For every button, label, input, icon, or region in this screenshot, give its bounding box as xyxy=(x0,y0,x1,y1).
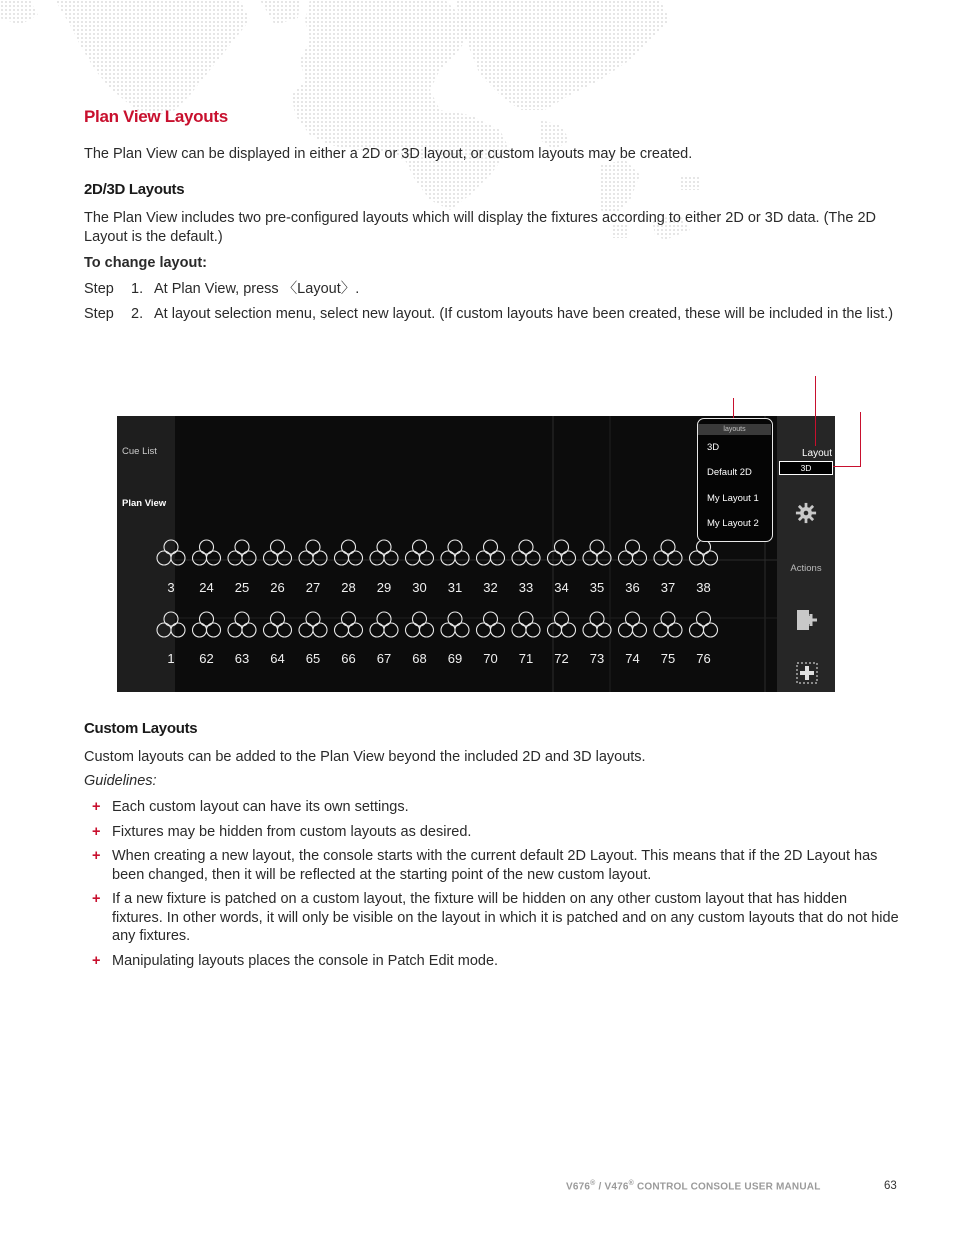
callout-line-popup xyxy=(733,398,734,418)
popup-item-my-layout-1[interactable]: My Layout 1 xyxy=(707,493,759,504)
actions-label[interactable]: Actions xyxy=(790,563,822,574)
list-item xyxy=(84,952,899,971)
layout-button[interactable]: Layout xyxy=(802,448,833,459)
fixture-symbol[interactable] xyxy=(477,540,505,565)
section-custom-title: Custom Layouts xyxy=(84,720,198,737)
popup-item-my-layout-2[interactable]: My Layout 2 xyxy=(707,518,759,529)
fixture-number: 76 xyxy=(696,651,711,666)
callout-line-layout-value-horizontal xyxy=(833,466,861,467)
fixture-number: 74 xyxy=(625,651,640,666)
fixture-number: 71 xyxy=(518,651,534,666)
section-custom-body: Custom layouts can be added to the Plan View beyond the included 2D and 3D layouts. xyxy=(84,749,646,765)
fixture-symbol[interactable] xyxy=(264,612,292,637)
section-2d3d-body: The Plan View includes two pre-configured layouts which will display the fixtures according to either 2D or 3D data. (The 2D Layout is the default.) xyxy=(84,210,876,245)
fixture-number: 67 xyxy=(376,651,392,666)
fixture-symbol[interactable] xyxy=(228,612,256,637)
popup-title: layouts xyxy=(698,424,771,435)
layouts-popup-menu xyxy=(697,418,773,542)
fixture-symbol[interactable] xyxy=(406,540,434,565)
list-item xyxy=(84,890,899,946)
list-item-text: Each custom layout can have its own settings. xyxy=(112,799,409,815)
footer-title-part1: V676 xyxy=(566,1181,591,1193)
fixture-number: 24 xyxy=(199,580,214,595)
fixture-number: 38 xyxy=(696,580,711,595)
fixture-number: 25 xyxy=(234,580,250,595)
list-item-text: When creating a new layout, the console starts with the current default 2D Layout. This means that if the 2D Layout has been changed, then it will be reflected at the starting point of the new custom layout. xyxy=(112,848,878,883)
cue-list-button[interactable]: Cue List xyxy=(122,446,157,457)
fixture-number: 29 xyxy=(376,580,392,595)
procedure-label: To change layout: xyxy=(84,255,207,271)
fixture-symbol[interactable] xyxy=(690,612,718,637)
list-item-text: If a new fixture is patched on a custom layout, the fixture will be hidden on any other custom layout that has hidden fixtures. In other words, it will only be visible on the layout in which it is patched and on any custom layouts that do not hide any fixtures. xyxy=(112,891,899,944)
add-fixture-icon[interactable] xyxy=(796,608,818,632)
callout-line-layout-button xyxy=(815,376,816,446)
fixture-symbol[interactable] xyxy=(193,540,221,565)
fixture-symbol[interactable] xyxy=(654,540,682,565)
fixture-symbol[interactable] xyxy=(264,540,292,565)
fixture-number: 73 xyxy=(589,651,605,666)
step-number: 1. xyxy=(131,281,144,297)
step-text: At Plan View, press 〈Layout〉. xyxy=(154,281,360,297)
fixture-symbol[interactable] xyxy=(548,540,576,565)
fixture-number: 28 xyxy=(341,580,356,595)
fixture-symbol[interactable] xyxy=(335,540,363,565)
fixture-number: 34 xyxy=(554,580,569,595)
fixture-symbol[interactable] xyxy=(299,612,327,637)
fixture-symbol[interactable] xyxy=(690,540,718,565)
left-panel xyxy=(117,416,175,692)
popup-item-3d[interactable]: 3D xyxy=(707,442,720,453)
step-text: At layout selection menu, select new layout. (If custom layouts have been created, these will be included in the list.) xyxy=(154,306,894,322)
fixture-grid xyxy=(167,416,777,692)
fixture-symbol[interactable] xyxy=(583,540,611,565)
fixture-symbol[interactable] xyxy=(654,612,682,637)
list-item xyxy=(84,823,899,842)
fixture-number: 66 xyxy=(341,651,356,666)
gear-icon[interactable] xyxy=(795,502,817,524)
fixture-number: 69 xyxy=(447,651,463,666)
fixture-symbol[interactable] xyxy=(370,540,398,565)
fixture-symbol[interactable] xyxy=(441,612,469,637)
fixture-number: 35 xyxy=(589,580,605,595)
footer-title xyxy=(566,1180,821,1192)
fixture-number: 30 xyxy=(412,580,427,595)
fixture-symbol[interactable] xyxy=(406,612,434,637)
list-item-text: Manipulating layouts places the console in Patch Edit mode. xyxy=(112,952,499,969)
list-item xyxy=(84,847,899,884)
fixture-number: 32 xyxy=(483,580,498,595)
step-word: Step xyxy=(84,306,114,322)
fixture-symbol[interactable] xyxy=(512,612,540,637)
guidelines-label: Guidelines: xyxy=(84,773,157,789)
fixture-number: 27 xyxy=(305,580,321,595)
fixture-number: 62 xyxy=(199,651,214,666)
fixture-number: 70 xyxy=(483,651,498,666)
fixture-symbol[interactable] xyxy=(335,612,363,637)
popup-item-default-2d[interactable]: Default 2D xyxy=(707,467,752,478)
fixture-symbol[interactable] xyxy=(441,540,469,565)
plus-bullet-icon: + xyxy=(92,952,101,969)
fixture-number: 65 xyxy=(305,651,321,666)
plus-bullet-icon: + xyxy=(92,799,101,815)
footer-title-part3: CONTROL CONSOLE USER MANUAL xyxy=(633,1181,821,1193)
fixture-symbol[interactable] xyxy=(228,540,256,565)
fixture-number: 36 xyxy=(625,580,640,595)
step-word: Step xyxy=(84,281,114,297)
fixture-symbol[interactable] xyxy=(619,540,647,565)
list-item xyxy=(84,798,899,817)
plus-bullet-icon: + xyxy=(92,891,101,907)
fixture-number: 31 xyxy=(447,580,463,595)
fixture-symbol[interactable] xyxy=(370,612,398,637)
fixture-number: 72 xyxy=(554,651,569,666)
fixture-number: 26 xyxy=(270,580,285,595)
page-title: Plan View Layouts xyxy=(84,107,228,126)
console-screenshot xyxy=(117,416,835,692)
page-number: 63 xyxy=(884,1180,897,1192)
guidelines-list xyxy=(84,798,899,976)
fixture-number: 63 xyxy=(234,651,250,666)
fixture-symbol[interactable] xyxy=(299,540,327,565)
registered-mark: ® xyxy=(628,1180,634,1187)
plus-bullet-icon: + xyxy=(92,848,101,864)
callout-line-layout-value xyxy=(860,412,861,467)
fixture-symbol[interactable] xyxy=(583,612,611,637)
plus-bullet-icon: + xyxy=(92,823,101,840)
fixture-symbol[interactable] xyxy=(193,612,221,637)
fixture-number: 68 xyxy=(412,651,427,666)
plan-view-button[interactable]: Plan View xyxy=(122,498,167,509)
layout-current-value[interactable]: 3D xyxy=(779,461,833,475)
section-2d3d-title: 2D/3D Layouts xyxy=(84,181,185,198)
list-item-text: Fixtures may be hidden from custom layouts as desired. xyxy=(112,823,472,840)
registered-mark: ® xyxy=(590,1180,596,1187)
fixture-symbol[interactable] xyxy=(477,612,505,637)
fixture-number: 33 xyxy=(518,580,534,595)
fixture-symbol[interactable] xyxy=(619,612,647,637)
footer-title-part2: / V476 xyxy=(595,1181,629,1193)
fixture-symbol[interactable] xyxy=(512,540,540,565)
step-number: 2. xyxy=(131,306,144,322)
fixture-number: 64 xyxy=(270,651,285,666)
fixture-symbol[interactable] xyxy=(548,612,576,637)
add-layout-icon[interactable] xyxy=(796,662,818,684)
fixture-number: 1 xyxy=(167,651,175,666)
fixture-number: 3 xyxy=(167,580,175,595)
fixture-number: 37 xyxy=(660,580,676,595)
fixture-number: 75 xyxy=(660,651,676,666)
intro-paragraph: The Plan View can be displayed in either a 2D or 3D layout, or custom layouts may be created. xyxy=(84,146,693,162)
